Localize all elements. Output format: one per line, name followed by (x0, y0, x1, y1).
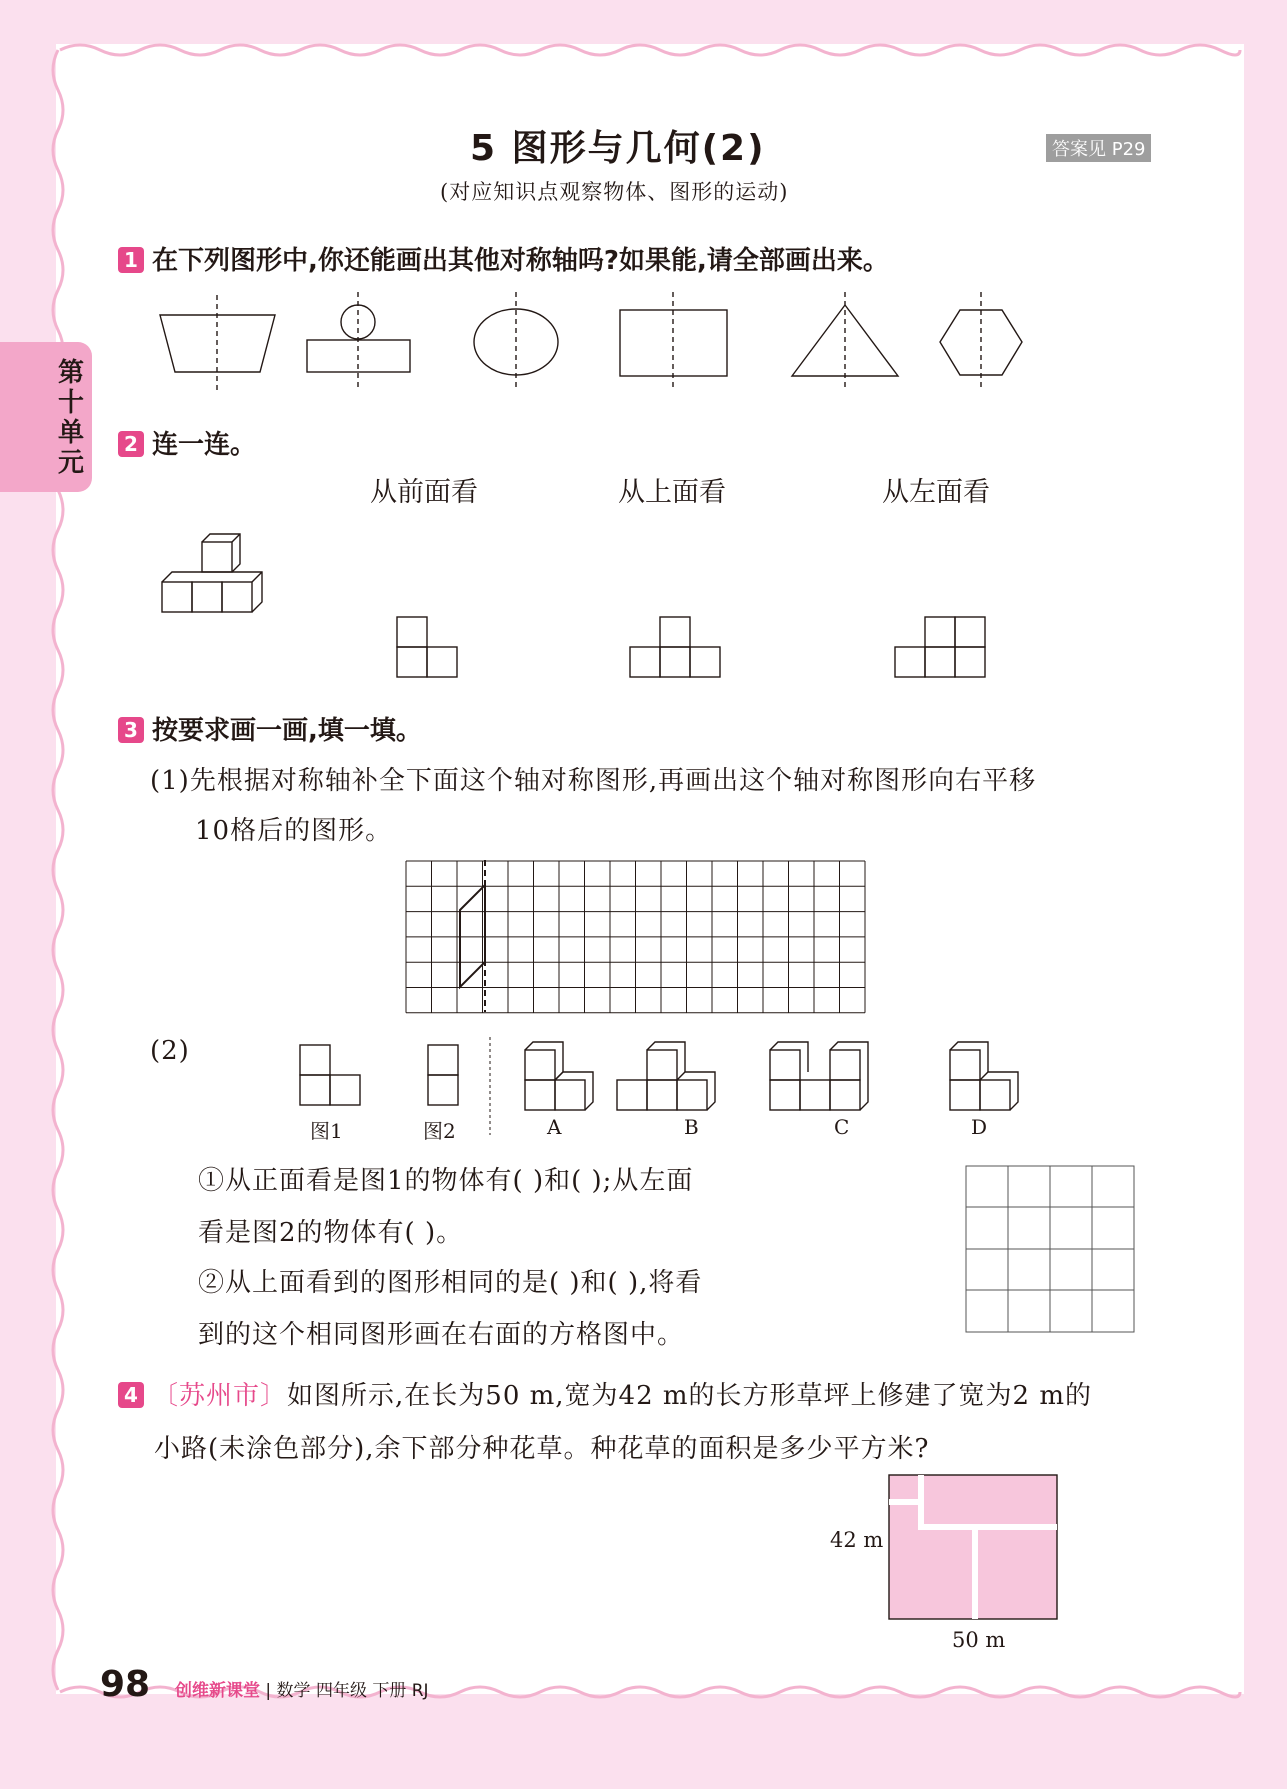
footer-brand: 创维新课堂 (175, 1681, 260, 1701)
q2-number-badge: 2 (118, 431, 144, 457)
lawn-length-label: 50 m (952, 1628, 1006, 1652)
ellipse-shape (474, 292, 558, 390)
q3-heading (118, 710, 422, 747)
q4-line1: 如图所示,在长为50 m,宽为42 m的长方形草坪上修建了宽为2 m的 (287, 1381, 1093, 1411)
q1-heading (118, 240, 889, 277)
q1-shapes (150, 290, 1070, 400)
q4-line2: 小路(未涂色部分),余下部分种花草。种花草的面积是多少平方米? (154, 1434, 930, 1464)
page-title: 5 图形与几何(2) (470, 128, 766, 169)
half-figure (460, 885, 485, 987)
solid-b (617, 1042, 715, 1110)
view-left-label: 从左面看 (882, 477, 990, 508)
q2-figures (150, 530, 1010, 680)
solid-d (950, 1042, 1018, 1110)
q4-city-tag: 〔苏州市〕 (152, 1381, 288, 1411)
solid-c (770, 1042, 868, 1110)
q2-heading (118, 424, 256, 461)
hexagon-shape (940, 292, 1022, 390)
q3-sub1-line1: ①从正面看是图1的物体有( )和( );从左面 (198, 1166, 694, 1196)
q3-sub2-line2: 到的这个相同图形画在右面的方格图中。 (198, 1320, 685, 1350)
q3-part2-figures (290, 1035, 1030, 1145)
footer-info (175, 1676, 429, 1701)
q3-part2-label: (2) (150, 1036, 190, 1066)
view-top-label: 从上面看 (618, 477, 726, 508)
figure-1 (300, 1045, 360, 1105)
cube-stack-solid (162, 534, 262, 612)
view-shape-1 (397, 617, 457, 677)
circle-on-rectangle-shape (307, 292, 410, 390)
answer-reference-badge: 答案见 P29 (1046, 134, 1151, 162)
q1-text: 在下列图形中,你还能画出其他对称轴吗?如果能,请全部画出来。 (152, 246, 889, 276)
q3-sub1-line2: 看是图2的物体有( )。 (198, 1218, 464, 1248)
figure-2 (428, 1045, 458, 1105)
triangle-shape (792, 292, 898, 390)
q3-number-badge: 3 (118, 717, 144, 743)
rectangle-shape (620, 292, 727, 390)
q4-number-badge: 4 (118, 1382, 144, 1408)
solid-a (525, 1042, 593, 1110)
answer-grid-4x4[interactable] (965, 1165, 1137, 1335)
lawn-diagram (888, 1474, 1060, 1620)
side-tab-label: 第十单元 (57, 358, 84, 478)
solid-a-label: A (547, 1115, 562, 1139)
view-front-label: 从前面看 (370, 477, 478, 508)
translation-grid (405, 860, 875, 1020)
q4-heading (118, 1375, 1092, 1412)
figure-1-label: 图1 (310, 1119, 343, 1143)
page-subtitle: (对应知识点观察物体、图形的运动) (440, 180, 789, 204)
solid-b-label: B (684, 1115, 699, 1139)
q3-text: 按要求画一画,填一填。 (152, 716, 422, 746)
lawn-width-label: 42 m (830, 1528, 884, 1552)
q3-sub2-line1: ②从上面看到的图形相同的是( )和( ),将看 (198, 1268, 703, 1298)
footer-details: | 数学 四年级 下册 RJ (260, 1681, 429, 1701)
solid-d-label: D (971, 1115, 988, 1139)
q2-text: 连一连。 (152, 430, 257, 460)
view-shape-3 (895, 617, 985, 677)
q3-part1-line2: 10格后的图形。 (195, 816, 393, 846)
view-shape-2 (630, 617, 720, 677)
solid-c-label: C (834, 1115, 850, 1139)
figure-2-label: 图2 (423, 1119, 456, 1143)
trapezoid-shape (160, 295, 275, 390)
q3-part1-line1: (1)先根据对称轴补全下面这个轴对称图形,再画出这个轴对称图形向右平移 (150, 766, 1037, 796)
q1-number-badge: 1 (118, 247, 144, 273)
page-number: 98 (100, 1664, 151, 1705)
